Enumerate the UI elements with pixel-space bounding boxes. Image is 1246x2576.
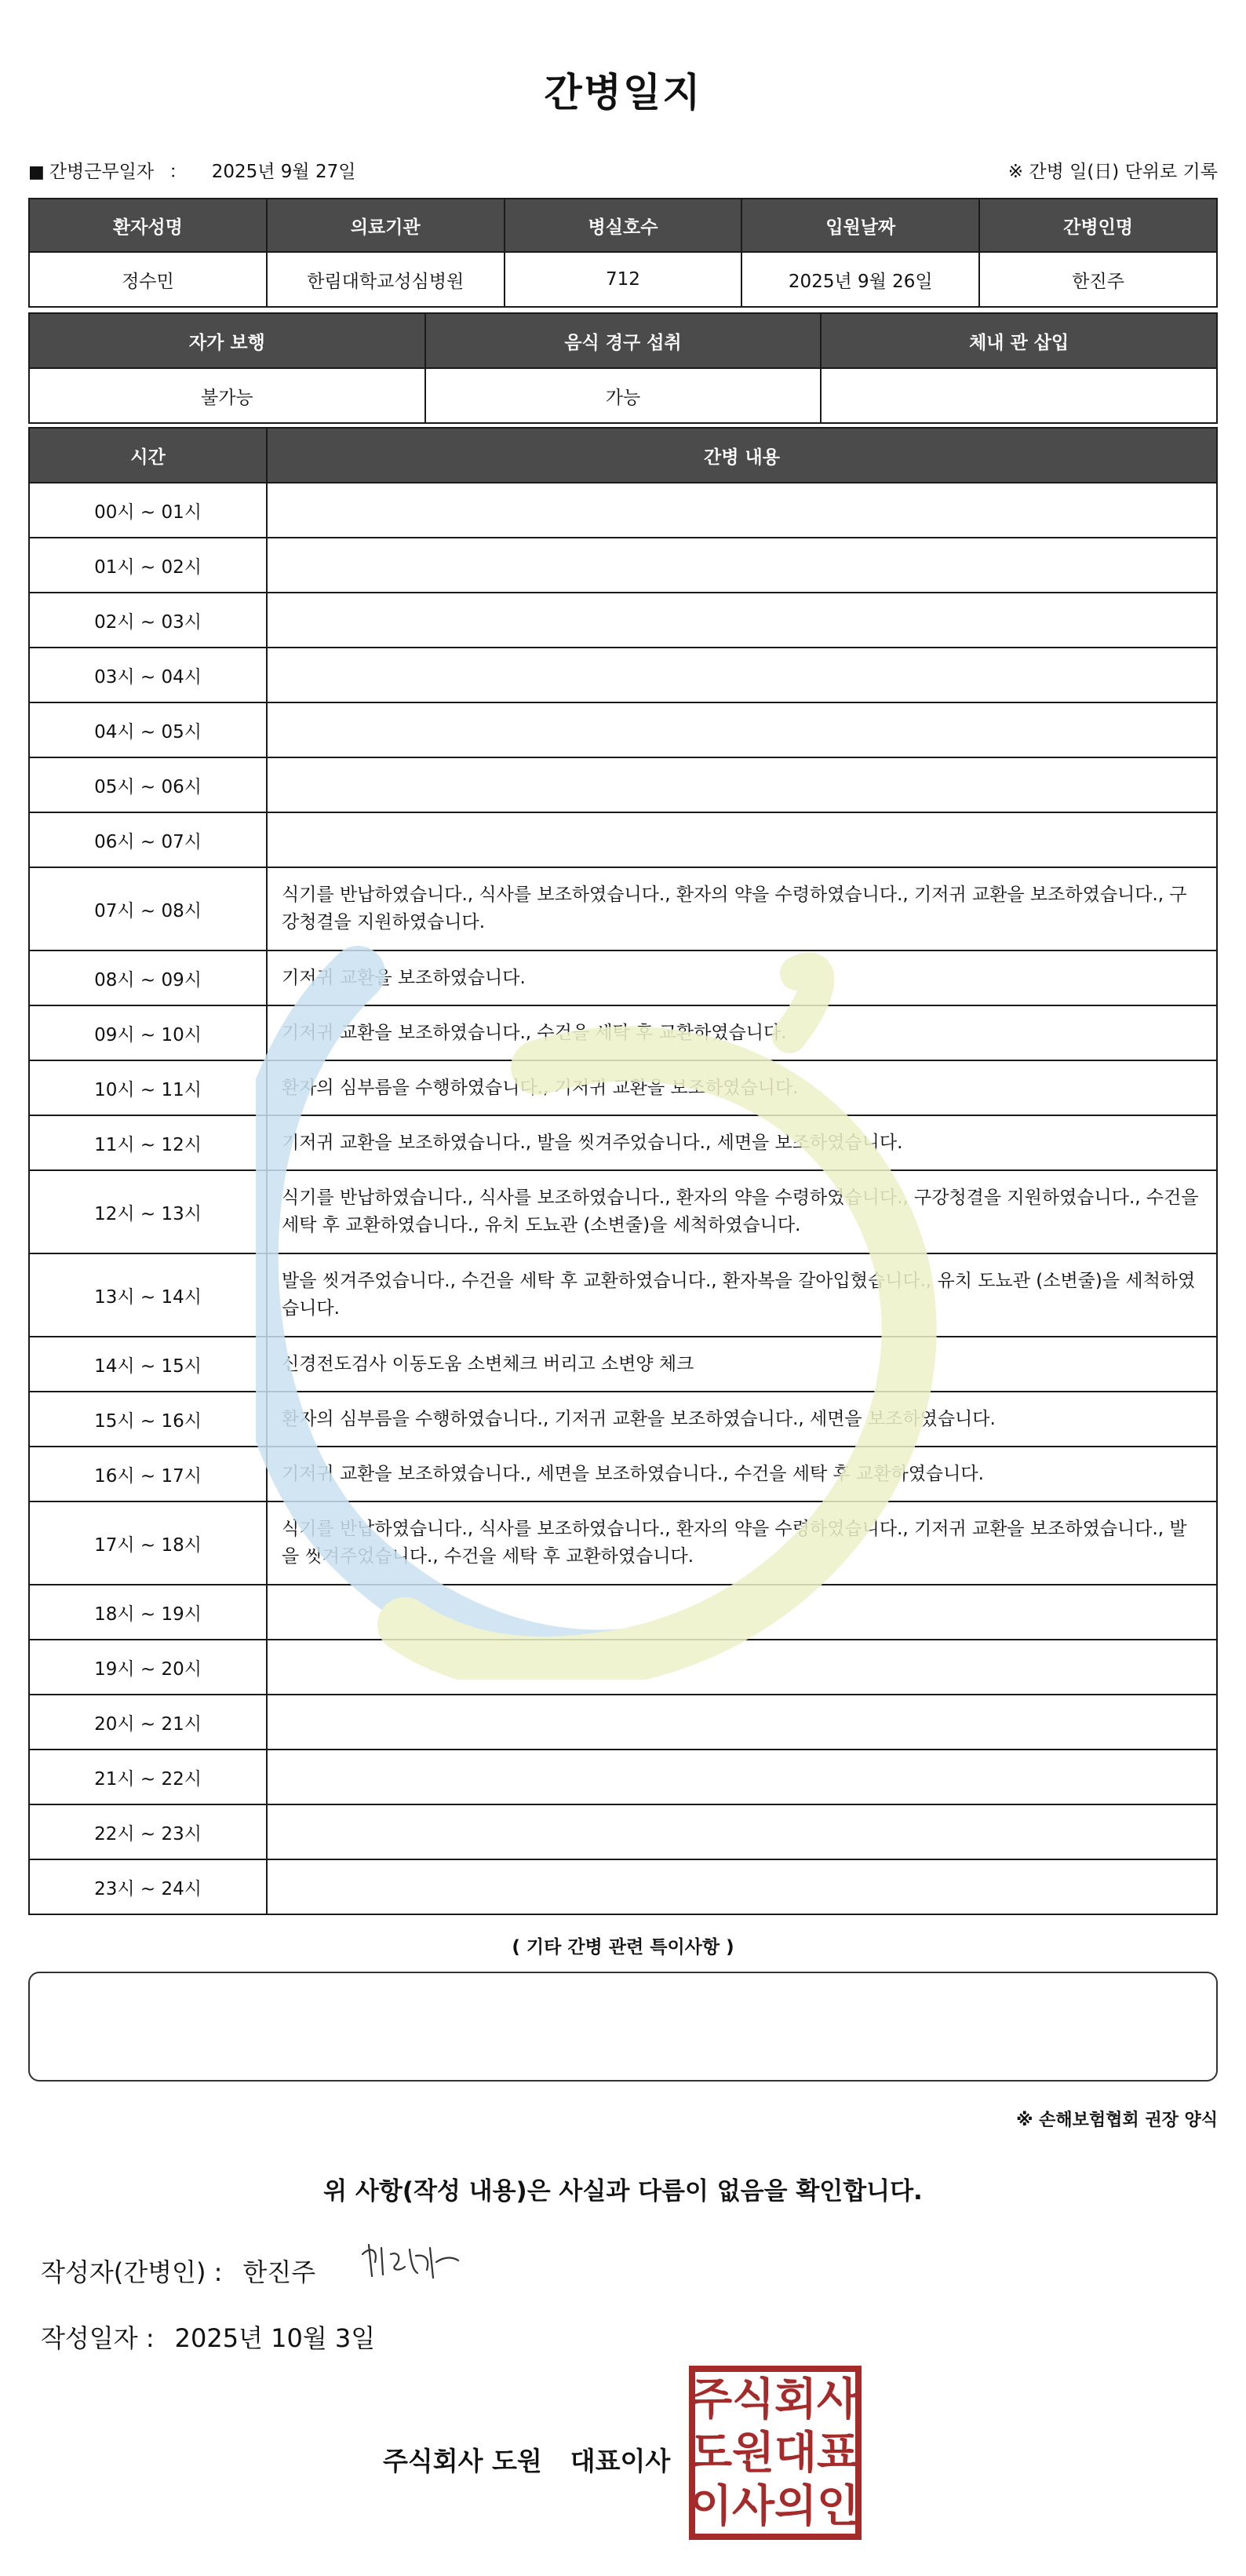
patient-info-table [28, 198, 1218, 308]
log-content [267, 702, 1217, 757]
writer-label: 작성자(간병인) : [41, 2257, 223, 2287]
log-content: 신경전도검사 이동도움 소변체크 버리고 소변양 체크 [267, 1337, 1217, 1392]
log-content [267, 757, 1217, 812]
work-date-separator: ： [169, 162, 188, 182]
seal-char: 인 [816, 2481, 860, 2532]
log-content [267, 1859, 1217, 1914]
header-room-number: 병실호수 [505, 199, 742, 252]
log-content [267, 1750, 1217, 1804]
log-content [267, 1585, 1217, 1640]
log-content [267, 648, 1217, 702]
table-row [29, 1585, 1217, 1640]
write-date-label: 작성일자 : [41, 2323, 155, 2353]
table-row [29, 648, 1217, 702]
seal-char: 대 [774, 2428, 818, 2479]
header-time: 시간 [29, 428, 267, 483]
table-row [29, 1115, 1217, 1170]
work-date-value: 2025년 9월 27일 [211, 162, 356, 182]
log-time: 15시 ~ 16시 [29, 1392, 267, 1447]
work-date [28, 157, 355, 183]
log-content: 발을 씻겨주었습니다., 수건을 세탁 후 교환하였습니다., 환자복을 갈아입혔습니다., 유치 도뇨관 (소변줄)을 세척하였습니다. [267, 1253, 1217, 1337]
log-content [267, 1695, 1217, 1750]
confirmation-statement: 위 사항(작성 내용)은 사실과 다름이 없음을 확인합니다. [323, 2177, 923, 2206]
remarks-label: ( 기타 간병 관련 특이사항 ) [512, 1937, 734, 1958]
table-row [29, 368, 1217, 423]
seal-char: 주 [689, 2374, 733, 2425]
log-time: 07시 ~ 08시 [29, 867, 267, 950]
log-time: 03시 ~ 04시 [29, 648, 267, 702]
table-row [29, 867, 1217, 950]
company-name: 주식회사 도원 [383, 2446, 542, 2476]
table-row [29, 1170, 1217, 1253]
log-time: 06시 ~ 07시 [29, 812, 267, 867]
log-content: 식기를 반납하였습니다., 식사를 보조하였습니다., 환자의 약을 수령하였습니다., 구강청결을 지원하였습니다., 수건을 세탁 후 교환하였습니다., 유치 도뇨관 (소변줄)을 세척하였습니다. [267, 1170, 1217, 1253]
meta-row [28, 157, 1218, 182]
seal-char: 원 [731, 2428, 775, 2479]
seal-char: 의 [774, 2481, 818, 2532]
patient-name: 정수민 [29, 252, 267, 307]
table-row [29, 538, 1217, 593]
room-number: 712 [505, 252, 742, 307]
header-self-walking: 자가 보행 [29, 313, 425, 368]
seal-char: 사 [816, 2374, 860, 2425]
write-date-value: 2025년 10월 3일 [174, 2323, 376, 2353]
table-row [29, 1253, 1217, 1337]
header-hospital: 의료기관 [267, 199, 505, 252]
table-row [29, 483, 1217, 538]
log-time: 09시 ~ 10시 [29, 1005, 267, 1060]
table-row [29, 1060, 1217, 1115]
oral-intake-value: 가능 [425, 368, 822, 423]
table-row [29, 1640, 1217, 1695]
table-row [29, 1804, 1217, 1859]
log-time: 19시 ~ 20시 [29, 1640, 267, 1695]
remarks-box [28, 1972, 1218, 2082]
log-time: 21시 ~ 22시 [29, 1750, 267, 1804]
header-caregiver-name: 간병인명 [979, 199, 1217, 252]
header-tube-insertion: 체내 관 삽입 [821, 313, 1217, 368]
log-time: 10시 ~ 11시 [29, 1060, 267, 1115]
table-header-row [29, 313, 1217, 368]
log-time: 02시 ~ 03시 [29, 593, 267, 648]
log-time: 20시 ~ 21시 [29, 1695, 267, 1750]
log-content [267, 593, 1217, 648]
date-line [41, 2319, 375, 2355]
tube-insertion-value [821, 368, 1217, 423]
hospital-name: 한림대학교성심병원 [267, 252, 505, 307]
seal-char: 이 [689, 2481, 733, 2532]
log-time: 00시 ~ 01시 [29, 483, 267, 538]
table-header-row [29, 199, 1217, 252]
table-row [29, 1392, 1217, 1447]
writer-name: 한진주 [242, 2257, 316, 2287]
table-row [29, 1859, 1217, 1914]
log-time: 17시 ~ 18시 [29, 1501, 267, 1585]
table-row [29, 252, 1217, 307]
care-log-table [28, 427, 1218, 1915]
seal-char: 식 [731, 2374, 775, 2425]
care-log-body [29, 483, 1217, 1914]
log-content: 기저귀 교환을 보조하였습니다., 세면을 보조하였습니다., 수건을 세탁 후 교환하였습니다. [267, 1447, 1217, 1501]
seal-char: 사 [731, 2481, 775, 2532]
log-content [267, 1640, 1217, 1695]
caregiver-name: 한진주 [979, 252, 1217, 307]
log-time: 22시 ~ 23시 [29, 1804, 267, 1859]
seal-char: 표 [816, 2428, 860, 2479]
table-row [29, 1501, 1217, 1585]
form-note: ※ 손해보험협회 권장 양식 [1016, 2111, 1218, 2130]
log-time: 18시 ~ 19시 [29, 1585, 267, 1640]
log-time: 14시 ~ 15시 [29, 1337, 267, 1392]
log-content [267, 483, 1217, 538]
log-content: 기저귀 교환을 보조하였습니다., 발을 씻겨주었습니다., 세면을 보조하였습니다. [267, 1115, 1217, 1170]
table-row [29, 1695, 1217, 1750]
log-time: 01시 ~ 02시 [29, 538, 267, 593]
log-content: 환자의 심부름을 수행하였습니다., 기저귀 교환을 보조하였습니다. [267, 1060, 1217, 1115]
ceo-title: 대표이사 [570, 2446, 671, 2476]
table-row [29, 950, 1217, 1005]
table-row [29, 1005, 1217, 1060]
care-log-page [28, 0, 1218, 2576]
log-content [267, 812, 1217, 867]
log-time: 04시 ~ 05시 [29, 702, 267, 757]
table-row [29, 757, 1217, 812]
log-time: 05시 ~ 06시 [29, 757, 267, 812]
seal-char: 회 [774, 2374, 818, 2425]
seal-char: 도 [689, 2428, 733, 2479]
log-time: 08시 ~ 09시 [29, 950, 267, 1005]
table-row [29, 1337, 1217, 1392]
log-time: 23시 ~ 24시 [29, 1859, 267, 1914]
page-title: 간병일지 [544, 70, 702, 115]
writer-line [41, 2253, 315, 2289]
patient-status-table [28, 312, 1218, 424]
record-note: ※ 간병 일(日) 단위로 기록 [1007, 162, 1218, 182]
log-time: 11시 ~ 12시 [29, 1115, 267, 1170]
log-time: 12시 ~ 13시 [29, 1170, 267, 1253]
log-content [267, 1804, 1217, 1859]
log-content: 식기를 반납하였습니다., 식사를 보조하였습니다., 환자의 약을 수령하였습니다., 기저귀 교환을 보조하였습니다., 구강청결을 지원하였습니다. [267, 867, 1217, 950]
log-content [267, 538, 1217, 593]
log-content: 기저귀 교환을 보조하였습니다. [267, 950, 1217, 1005]
table-row [29, 1447, 1217, 1501]
square-bullet-icon: ■ [28, 162, 45, 182]
header-oral-intake: 음식 경구 섭취 [425, 313, 822, 368]
company-seal-stamp [687, 2364, 863, 2541]
log-content: 식기를 반납하였습니다., 식사를 보조하였습니다., 환자의 약을 수령하였습니다., 기저귀 교환을 보조하였습니다., 발을 씻겨주었습니다., 수건을 세탁 후 교환하였습니다. [267, 1501, 1217, 1585]
log-time: 16시 ~ 17시 [29, 1447, 267, 1501]
log-content: 기저귀 교환을 보조하였습니다., 수건을 세탁 후 교환하였습니다. [267, 1005, 1217, 1060]
header-patient-name: 환자성명 [29, 199, 267, 252]
table-row [29, 1750, 1217, 1804]
handwritten-signature [355, 2238, 465, 2293]
log-content: 환자의 심부름을 수행하였습니다., 기저귀 교환을 보조하였습니다., 세면을 보조하였습니다. [267, 1392, 1217, 1447]
table-row [29, 812, 1217, 867]
log-time: 13시 ~ 14시 [29, 1253, 267, 1337]
company-line [383, 2441, 670, 2478]
self-walking-value: 불가능 [29, 368, 425, 423]
admission-date: 2025년 9월 26일 [741, 252, 979, 307]
table-header-row [29, 428, 1217, 483]
work-date-label: 간병근무일자 [49, 162, 155, 182]
table-row [29, 593, 1217, 648]
header-care-content: 간병 내용 [267, 428, 1217, 483]
header-admission-date: 입원날짜 [741, 199, 979, 252]
table-row [29, 702, 1217, 757]
